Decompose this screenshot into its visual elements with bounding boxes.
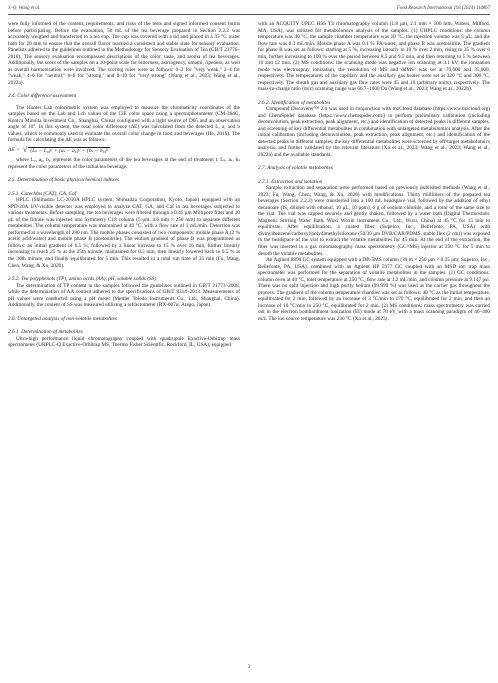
running-head-journal: Food Research International 193 (2024) 114867 bbox=[396, 6, 490, 11]
paragraph-gc-ms: An Agilent 8890 GC system equipped with a DB-5MS column (30 m × 250 μm × 0.25 μm; Supelco, Inc., Bellefonte, PA, USA), combined with an Agilent HP 5977 GC coupled with an MSD ion trap mass spectrometer was performed for the separation of volatile metabolites in the samples. (1) GC conditions: column oven at 40 °C, inlet temperature at 250 °C, flow rate at 1.2 mL/min, and column pressure at 9.147 psi. There was no split injection and high purity helium (99.999 %) was used as the carrier gas throughout the process. The gradient of the column temperature chamber was set as follows: 40 °C as the initial temperature, equilibrated for 2 min, followed by an increase of 3 °C/min to 170 °C, equilibrated for 2 min, and then an increase of 10 °C/min to 250 °C, equilibrated for 2 min. (2) MS conditions: mass spectrometry was carried out in the electron bombardment ionization (EI) mode at 70 eV, with a mass scanning paradigm of 40–400 m/z. The ion source temperature was 230 °C (Xu et al., 2023). bbox=[258, 257, 490, 322]
left-column bbox=[8, 21, 240, 657]
formula-radicand: (Lₛ − L₀)² + (aₛ − a₀)² + (bₛ − b₀)² bbox=[30, 147, 109, 154]
paragraph-uhplc-conditions: with an ACQUITY UPLC HSS T3 chromatography column (1.8 μm, 2.1 mm × 100 mm, Waters, Milford, MA, USA), was utilized for metabolomics analysis of the samples. (1) UHPLC conditions: the column temperature was 40 °C, the sample chamber temperature was 10 °C, the injection volume was 5 μL, and the flow rate was 0.3 mL/min. Mobile phase A was 0.1 % FA/water, and phase B was acetonitrile. The gradient for phase B was set as follows: starting at 5 %, increasing linearly to 10 % over 2 min, rising to 35 % over 6 min, further increasing to 100 % over the period between 8.5 and 9.5 min, and then returning to 5 % between 10 and 12 min. (2) MS conditions: the scanning mode was negative ion scanning at 3.1 kV, the ionization mode was electrospray ionization, the resolution of MS and ddMS² was set at 70,000 and 35,000, respectively. The temperatures of the capillary and the auxiliary gas heater were set at 320 °C and 300 °C, respectively. The sheath gas and auxiliary gas flow rates were 45 and 10 (arbitrary units), respectively. The mass-to-charge ratio (m/z) scanning range was 66.7–1000 Da (Wang et al., 2023; Wang et al., 2022b). bbox=[258, 21, 490, 93]
header-rule bbox=[8, 14, 490, 15]
paragraph-uhplc: Ultra-high performance liquid chromatography coupled with quadrupole Exactive-Orbitrap mass spectrometer (UHPLC-Q Exactive-Orbitrap MS, Thermo Fisher Scientific, Rockford, IL, USA), equipped bbox=[8, 335, 240, 349]
section-heading-2-5-1: 2.5.1. Catechins (CAT), GA, Caf bbox=[8, 190, 77, 197]
section-heading-2-7-1: 2.7.1. Extraction and isolation bbox=[258, 178, 323, 185]
paragraph-hplc: HPLC (Shimadzu LC-2010A HPLC system, Shimadzu Corporation, Kyoto, Japan) equipped with an SPD-20A UV-visible detector was employed to analyze CAT, GA, and Caf in tea beverages subjected to various treatments. Before sampling, the tea beverages were filtered through a 0.45 μm Millipore filter and 10 μL of the filtrate was injected into Symmetry C18 column (5 μm, 4.6 mm × 250 mm) to separate different metabolites. The column temperature was maintained at 40 °C, with a flow rate of 1 mL/min. Detection was performed at a wavelength of 280 nm. The mobile phases consisted of two components: mobile phase A (2 % acetic acid/water) and mobile phase B (acetonitrile). The elution gradient of phase B was programmed as follows: an initial gradient of 6.5 %, followed by a linear increase to 15 % over 16 min, further linearly increasing to reach 25 % at the 25th minute, maintained for 0.5 min, then linearly lowered back to 6.5 % at the 30th minute, and finally equilibrated for 5 min. This resulted in a total run time of 35 min (Fu, Wang, Chen, Wang, & Xu, 2020). bbox=[8, 197, 240, 269]
section-heading-2-7: 2.7. Analysis of volatile metabolites bbox=[258, 165, 333, 172]
paragraph-extraction: Sample extraction and separation were performed based on previously published methods (Wang et al., 2023; Fu, Wang, Chen, Wang, & Xu, 2020) with modifications. Thirty milliliters of the prepared tea beverages (Section 2.2.2) were transferred into a 100 mL headspace vial, followed by the addition of ethyl decanoate (IS, diluted with ethanol, 10 μL, 10 ppm), 6 g of sodium chloride, and a rotor of the same size to the vial. The vial was capped securely and gently shaken, followed by a water bath (Digital Thermostatic Magnetic Stirring Water Bath, Wuxi Woxin Instrument Co., Ltd., Wuxi, China) at 45 °C for 15 min to equilibrate. After equilibration, a coated fiber (Supelco, Inc., Bellefonte, PA, USA) with divinylbenzene/carboxyl/polydimethylsiloxane (50/30 μm DVB/CAR/PDMS, stable flex (2 cm)) was exposed in the headspace of the vial to extract the volatile metabolites for 45 min. At the end of the extraction, the fiber was inserted in a gas chromatography mass spectrometry (GC×MS) injector at 250 °C for 5 min to desorb the volatile metabolites. bbox=[258, 185, 490, 257]
delta-e-formula bbox=[8, 147, 240, 155]
sqrt-symbol-icon: √ bbox=[22, 145, 28, 155]
formula-lhs: ΔE = bbox=[8, 147, 20, 154]
section-heading-2-5: 2.5. Determination of basic physicochemical indexes bbox=[8, 177, 119, 184]
paragraph-identification: Compound Discoverer™ 2.0 was used in conjunction with mzCloud database (https://www.mzcloud.org) and ChemSpider database (https://www.chemspider.com/) to perform preliminary calibration (including deconvolution, peak extraction, peak alignment, etc.) and identification of detected peaks in different samples, and screening of key differential metabolites in combination with untargeted metabolomics analysis. After the initial calibration (including deconvolution, peak extraction, peak alignment, etc.) and identification of the detected peaks in different samples, the key differential metabolites were screened by off-target metabolomics analysis, and further validated by the relevant literature (Xu et al., 2023; Wang et al., 2023; Wang et al., 2022a) and the available standards. bbox=[258, 106, 490, 158]
section-heading-2-6-1: 2.6.1. Determination of metabolites bbox=[8, 329, 83, 336]
section-heading-2-6: 2.6. Untargeted analysis of non-volatile metabolites bbox=[8, 315, 118, 322]
section-heading-2-4: 2.4. Color difference assessment bbox=[8, 93, 77, 100]
paragraph-color-difference: The Hunter Lab colorimetric system was employed to measure the chromaticity coordinates of the samples based on the Lab and Lch values of the CIE color space using a spectrophotometer (CM-36dG, Konica Minolta Investment Co., Shanghai, China) configured with a light source of D65 and an observation angle of 10°. In this system, the total color difference (ΔE) was calculated from the detected L, a, and b values, which is commonly used to evaluate the overall color change in food and beverages (He, 2016). The formula for calculating the ΔE was as follows: bbox=[8, 104, 240, 144]
paragraph-sensory-evaluation: were fully informed of the content, requirements, and risks of the tests and signed informed consent forms before participating. Before the evaluation, 50 mL of the tea beverage prepared in Section 2.2.2 was accurately weighed and transferred to a tea cup. The cup was covered with a lid and placed in a 35 °C water bath for 20 min to ensure that the overall flavor reached a consistent and stable state for sensory evaluation. Panelists adhered to the guidelines outlined in the Methodology for Sensory Evaluation of Tea (GB/T 23776–2018). The sensory evaluation encompassed descriptions of the color, taste, and aroma of tea beverages. Additionally, the score of the samples on a 10-point scale for bitterness, astringency, umami, ripeness, as well as overall harmonization were involved. The scoring rules were as follows: 0–2 for "very weak," 2–4 for "weak," 4–6 for "neutral," 6–8 for "strong," and 8–10 for "very strong" (Wang et al., 2023; Wang et al., 2022a). bbox=[8, 21, 240, 86]
running-head-authors: J.-Q. Wang et al. bbox=[8, 6, 41, 11]
section-heading-2-6-2: 2.6.2. Identification of metabolites bbox=[258, 99, 331, 106]
page-number: 3 bbox=[247, 665, 251, 670]
paragraph-tp-aa: The determination of TP content in the samples followed the guidelines outlined in GB/T 21773–2008, while the determination of AA content adhered to the specifications of GB/T 8314–2013. Measurements of pH values were conducted using a pH meter (Mettler Toledo Instruments Co., Ltd., Shanghai, China). Additionally, the content of SS was measured utilizing a refractometer (RX-007α, Atago, Japan). bbox=[8, 282, 240, 309]
section-heading-2-5-2: 2.5.2. Tea polyphenols (TP), amino acids (AA), pH, soluble solids (SS) bbox=[8, 276, 156, 283]
right-column bbox=[258, 21, 490, 657]
paragraph-formula-where: where L₀, a₀, b₀ represent the color parameters of the tea beverages at the end of treatment t, Lₛ, aₛ, bₛ represent the color parameters of the initial tea beverage. bbox=[8, 157, 240, 170]
